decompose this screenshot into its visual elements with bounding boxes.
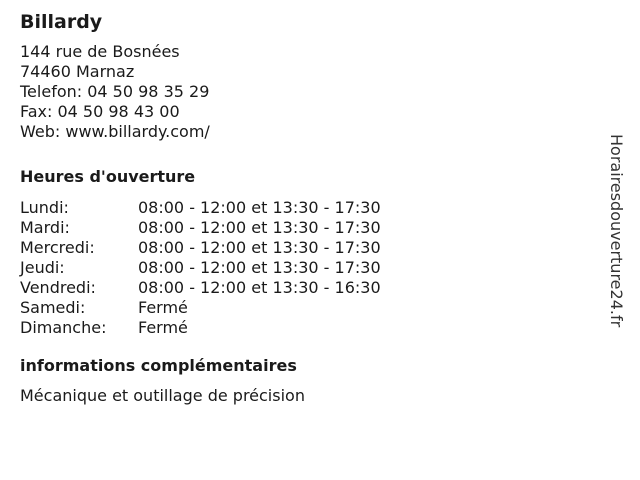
hours-row-friday: [20, 278, 590, 298]
day-label: Dimanche:: [20, 318, 107, 337]
time-value: 08:00 - 12:00 et 13:30 - 17:30: [138, 238, 381, 257]
additional-info-heading: informations complémentaires: [20, 356, 297, 375]
day-label: Samedi:: [20, 298, 86, 317]
hours-row-wednesday: [20, 238, 590, 258]
opening-hours-table: [20, 198, 590, 338]
day-label: Vendredi:: [20, 278, 96, 297]
address-city: 74460 Marnaz: [20, 62, 135, 81]
hours-row-tuesday: [20, 218, 590, 238]
time-value: 08:00 - 12:00 et 13:30 - 17:30: [138, 258, 381, 277]
hours-row-thursday: [20, 258, 590, 278]
hours-row-monday: [20, 198, 590, 218]
time-value: Fermé: [138, 298, 188, 317]
day-label: Mercredi:: [20, 238, 95, 257]
time-value: 08:00 - 12:00 et 13:30 - 17:30: [138, 198, 381, 217]
phone-number: Telefon: 04 50 98 35 29: [20, 82, 210, 101]
site-watermark: Horairesdouverture24.fr: [607, 134, 626, 328]
day-label: Mardi:: [20, 218, 70, 237]
time-value: 08:00 - 12:00 et 13:30 - 17:30: [138, 218, 381, 237]
hours-row-sunday: [20, 318, 590, 338]
day-label: Jeudi:: [20, 258, 65, 277]
website-link[interactable]: Web: www.billardy.com/: [20, 122, 210, 141]
address-street: 144 rue de Bosnées: [20, 42, 180, 61]
fax-number: Fax: 04 50 98 43 00: [20, 102, 180, 121]
contact-block: [20, 42, 590, 142]
day-label: Lundi:: [20, 198, 69, 217]
business-card: [20, 10, 590, 406]
additional-info-text: Mécanique et outillage de précision: [20, 386, 305, 405]
opening-hours-heading: Heures d'ouverture: [20, 167, 196, 186]
business-name: Billardy: [20, 11, 103, 33]
time-value: 08:00 - 12:00 et 13:30 - 16:30: [138, 278, 381, 297]
time-value: Fermé: [138, 318, 188, 337]
hours-row-saturday: [20, 298, 590, 318]
